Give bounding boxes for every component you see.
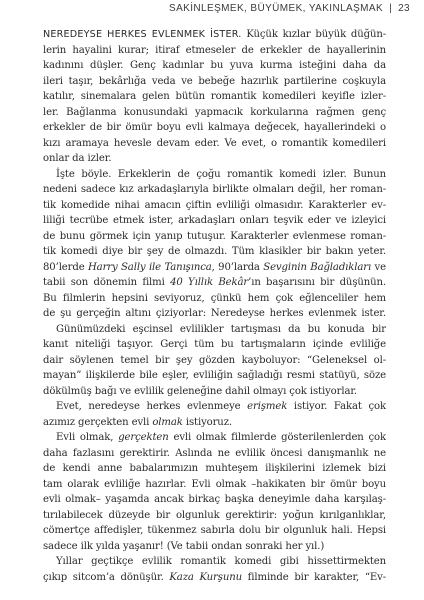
film-title: Sevginin Bağladıkları bbox=[263, 261, 372, 273]
paragraph-6 bbox=[43, 554, 386, 585]
text-line: Evet, neredeyse herkes evlenmeye erişmek istiyor. Fakat çok bbox=[56, 401, 386, 412]
text-line: çıkıp sitcom’a dönüşür. Kaza Kurşunu filminde bir karakter, “Ev- bbox=[43, 571, 386, 583]
text-line: katılır, sinemalara gelen bütün romantik komedileri keyifle izler- bbox=[43, 91, 386, 102]
opening-small-caps: NEREDEYSE HERKES EVLENMEK İSTER. bbox=[43, 29, 242, 40]
text-line: de şu gerçeğin altını çiziyorlar: Neredeyse herkes evlenmek ister. bbox=[43, 308, 386, 319]
text-line: tabii son dönemin filmi 40 Yıllık Bekâr’ın başarısını bir düşünün. bbox=[43, 277, 386, 288]
text-line: Yıllar geçtikçe evlilik romantik komedi gibi hissettirmekten bbox=[56, 556, 386, 567]
text-line: mayan” ilişkilerde bile eşler, evliliğin sağladığı resmi statüyü, söze bbox=[43, 370, 386, 381]
text-line: lerin hayalini kurar; itiraf etmeseler de erkekler de hayallerinin bbox=[43, 44, 386, 56]
text-line: Evli olmak, gerçekten evli olmak filmlerde gösterilenlerden çok bbox=[56, 432, 386, 443]
text-line: dökülmüş bağı ve evlilik geleneğine dahil olmayı çok istiyorlar. bbox=[43, 385, 358, 397]
emphasis: gerçekten bbox=[118, 432, 169, 443]
text-line: Günümüzdeki eşcinsel evlilikler tartışması da bu konuda bir bbox=[56, 323, 386, 335]
text-line: ler. Bağlanma konusundaki yapmacık korkularına rağmen genç bbox=[43, 106, 386, 118]
text-line: İşte böyle. Erkeklerin de çoğu romantik komedi izler. Bunun bbox=[56, 168, 386, 180]
paragraph-2 bbox=[43, 167, 386, 322]
text-line: nedeni sadece kız arkadaşlarıyla birlikte olmaları değil, her roman- bbox=[43, 184, 386, 195]
text-line: azımız gerçekten evli olmak istiyoruz. bbox=[43, 416, 232, 428]
header-separator: | bbox=[389, 2, 393, 14]
running-title: SAKİNLEŞMEK, BÜYÜMEK, YAKINLAŞMAK bbox=[169, 2, 384, 14]
film-title: Kaza Kurşunu bbox=[169, 571, 242, 583]
paragraph-5 bbox=[43, 430, 386, 554]
text-line: tik komedi diye bir şey de olmazdı. Tüm klasikler bir bakın yeter. bbox=[43, 246, 386, 257]
emphasis: erişmek bbox=[247, 401, 288, 412]
text-line: ileri taşır, bekârlığa veda ve bebeğe hazırlık partilerine coşkuyla bbox=[43, 75, 386, 87]
text-line: kızı aramaya hevesle devam eder. Ve evet, o romantik komedileri bbox=[43, 137, 386, 149]
text-line: dair söylenen temel bir şey gözden kayboluyor: “Geleneksel ol- bbox=[43, 354, 386, 366]
text-line: daha fazlasını gerektirir. Aslında ne evlilik öncesi danışmanlık ne bbox=[43, 447, 386, 459]
text-line: 80’lerde Harry Sally ile Tanışınca, 90’larda Sevginin Bağladıkları ve bbox=[43, 261, 386, 273]
text-line: tik komedide nihai amacın çiftin evliliği olmasıdır. Karakterler ev- bbox=[43, 199, 386, 211]
text-line: tam olarak evliliğe hazırlar. Evli olmak –hakikaten bir ömür boyu bbox=[43, 478, 386, 490]
text-line: onlar da izler. bbox=[43, 153, 112, 164]
emphasis: olmak bbox=[152, 416, 183, 428]
paragraph-1: NEREDEYSE HERKES EVLENMEK İSTER. Küçük kızlar büyük düğün- lerin hayalini kurar; itiraf etmeseler de erkekler de hayallerinin kadınını düşler. Genç kadınlar bu yuva kurma isteğini daha da ileri taşır, bekârlığa veda ve bebeğe hazırlık partilerine coşkuyla katılır, sinemalara gelen bütün romantik komedileri keyifle izler- ler. Bağlanma konusundaki yapmacık korkularına rağmen genç erkekler de bir ömür boyu evli kalmaya değecek, hayallerindeki o kızı aramaya hevesle devam eder. Ve evet, o romantik komedileri onlar da izler. bbox=[43, 27, 386, 167]
paragraph-3 bbox=[43, 322, 386, 400]
page-number: 23 bbox=[398, 2, 410, 14]
text-line: de kendi anne babalarımızın muhteşem ilişkilerini izlemek bizi bbox=[43, 463, 386, 474]
body-text bbox=[43, 27, 386, 585]
text-line: kadınını düşler. Genç kadınlar bu yuva kurma isteğini daha da bbox=[43, 60, 386, 71]
text-line: evli olmak– yaşamda ancak birkaç başka deneyimle daha karşılaş- bbox=[43, 494, 386, 505]
running-header bbox=[169, 0, 410, 16]
paragraph-4 bbox=[43, 399, 386, 430]
film-title: Harry Sally ile Tanışınca bbox=[88, 261, 212, 273]
text-line: kanıt niteliği taşıyor. Gerçi tüm bu tartışmaların içinde evliliğe bbox=[43, 339, 386, 350]
text-line: cömertçe affedişler, tükenmez sabırla dolu bir olgunluk hali. Hepsi bbox=[43, 525, 386, 536]
text-line: tırılabilecek düzeyde bir olgunluk gerektirir: yoğun kırılganlıklar, bbox=[43, 509, 386, 521]
text-line: sadece ilk yılda yaşanır! (Ve tabii ondan sonraki her yıl.) bbox=[43, 540, 325, 552]
text-line: erkekler de bir ömür boyu evli kalmaya değecek, hayallerindeki o bbox=[43, 122, 386, 133]
text-line: de bunu görmek için yanıp tutuşur. Karakterler evlenmese roman- bbox=[43, 230, 386, 242]
film-title: 40 Yıllık Bekâr bbox=[170, 277, 249, 288]
text-line: liliği tecrübe etmek ister, arkadaşları onları teşvik eder ve izleyici bbox=[43, 215, 386, 226]
text-line: Bu filmlerin hepsini seviyoruz, çünkü hem çok eğlenceliler hem bbox=[43, 292, 386, 304]
